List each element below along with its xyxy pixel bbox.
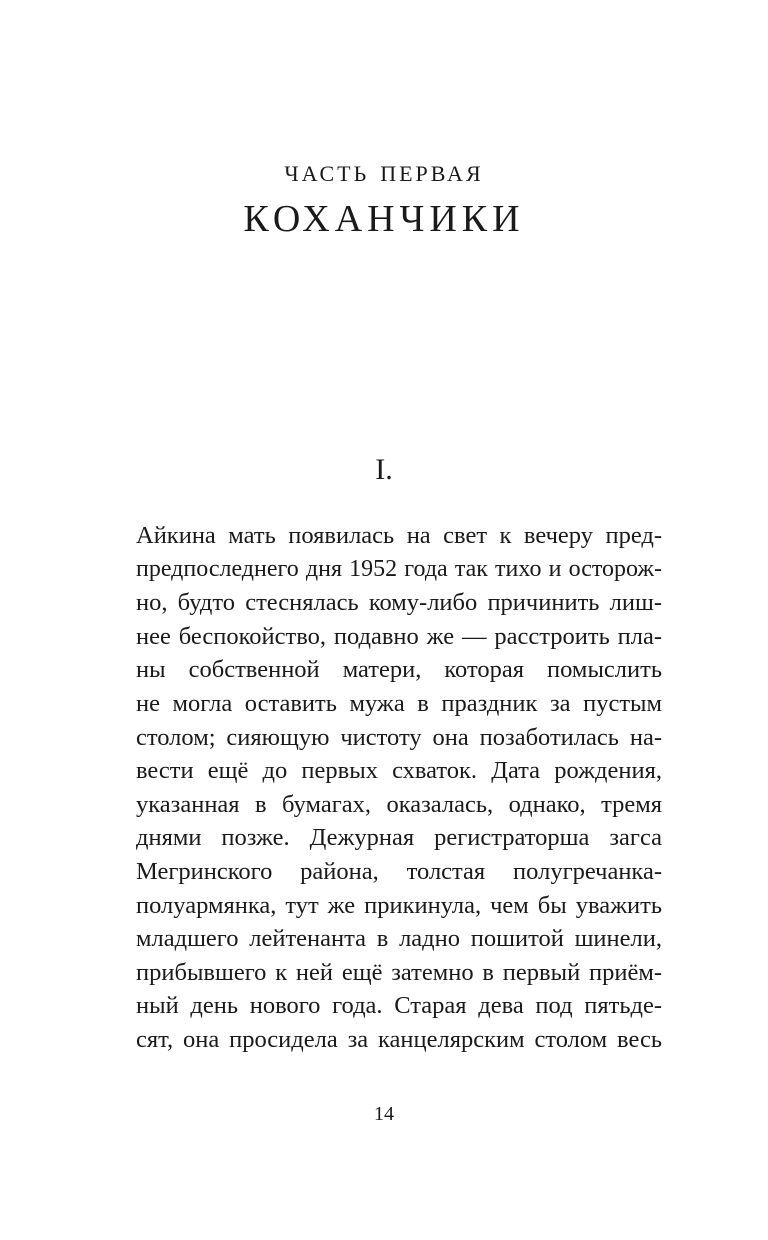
text-line: Айкина мать появилась на свет к вечеру пред- [136, 522, 662, 549]
text-line: ный день нового года. Старая дева под пятьде- [136, 992, 662, 1020]
text-line: ны собственной матери, которая помыслить [136, 656, 662, 684]
body-paragraph [136, 519, 662, 1057]
text-line: вести ещё до первых схваток. Дата рождения, [136, 757, 662, 785]
text-line: но, будто стеснялась кому-либо причинить лиш- [136, 589, 662, 617]
text-line: столом; сияющую чистоту она позаботилась на- [136, 723, 662, 751]
part-subtitle: КОХАНЧИКИ [243, 198, 525, 240]
text-line: нее беспокойство, подавно же — расстроить пла- [136, 622, 662, 650]
chapter-number: I. [375, 453, 393, 486]
text-line: сят, она просидела за канцелярским столом весь [136, 1025, 662, 1053]
text-line: Мегринского района, толстая полугречанка- [136, 857, 662, 885]
text-line: днями позже. Дежурная регистраторша загса [136, 824, 662, 852]
text-line: предпоследнего дня 1952 года так тихо и осторож- [136, 555, 662, 582]
text-line: младшего лейтенанта в ладно пошитой шинели, [136, 925, 662, 953]
page-number: 14 [374, 1103, 394, 1125]
part-title: часть первая [284, 152, 484, 188]
text-line: не могла оставить мужа в праздник за пустым [136, 689, 662, 717]
text-line: указанная в бумагах, оказалась, однако, тремя [136, 790, 662, 818]
text-line: прибывшего к ней ещё затемно в первый приём- [136, 958, 662, 986]
text-line: полуармянка, тут же прикинула, чем бы уважить [136, 891, 662, 919]
